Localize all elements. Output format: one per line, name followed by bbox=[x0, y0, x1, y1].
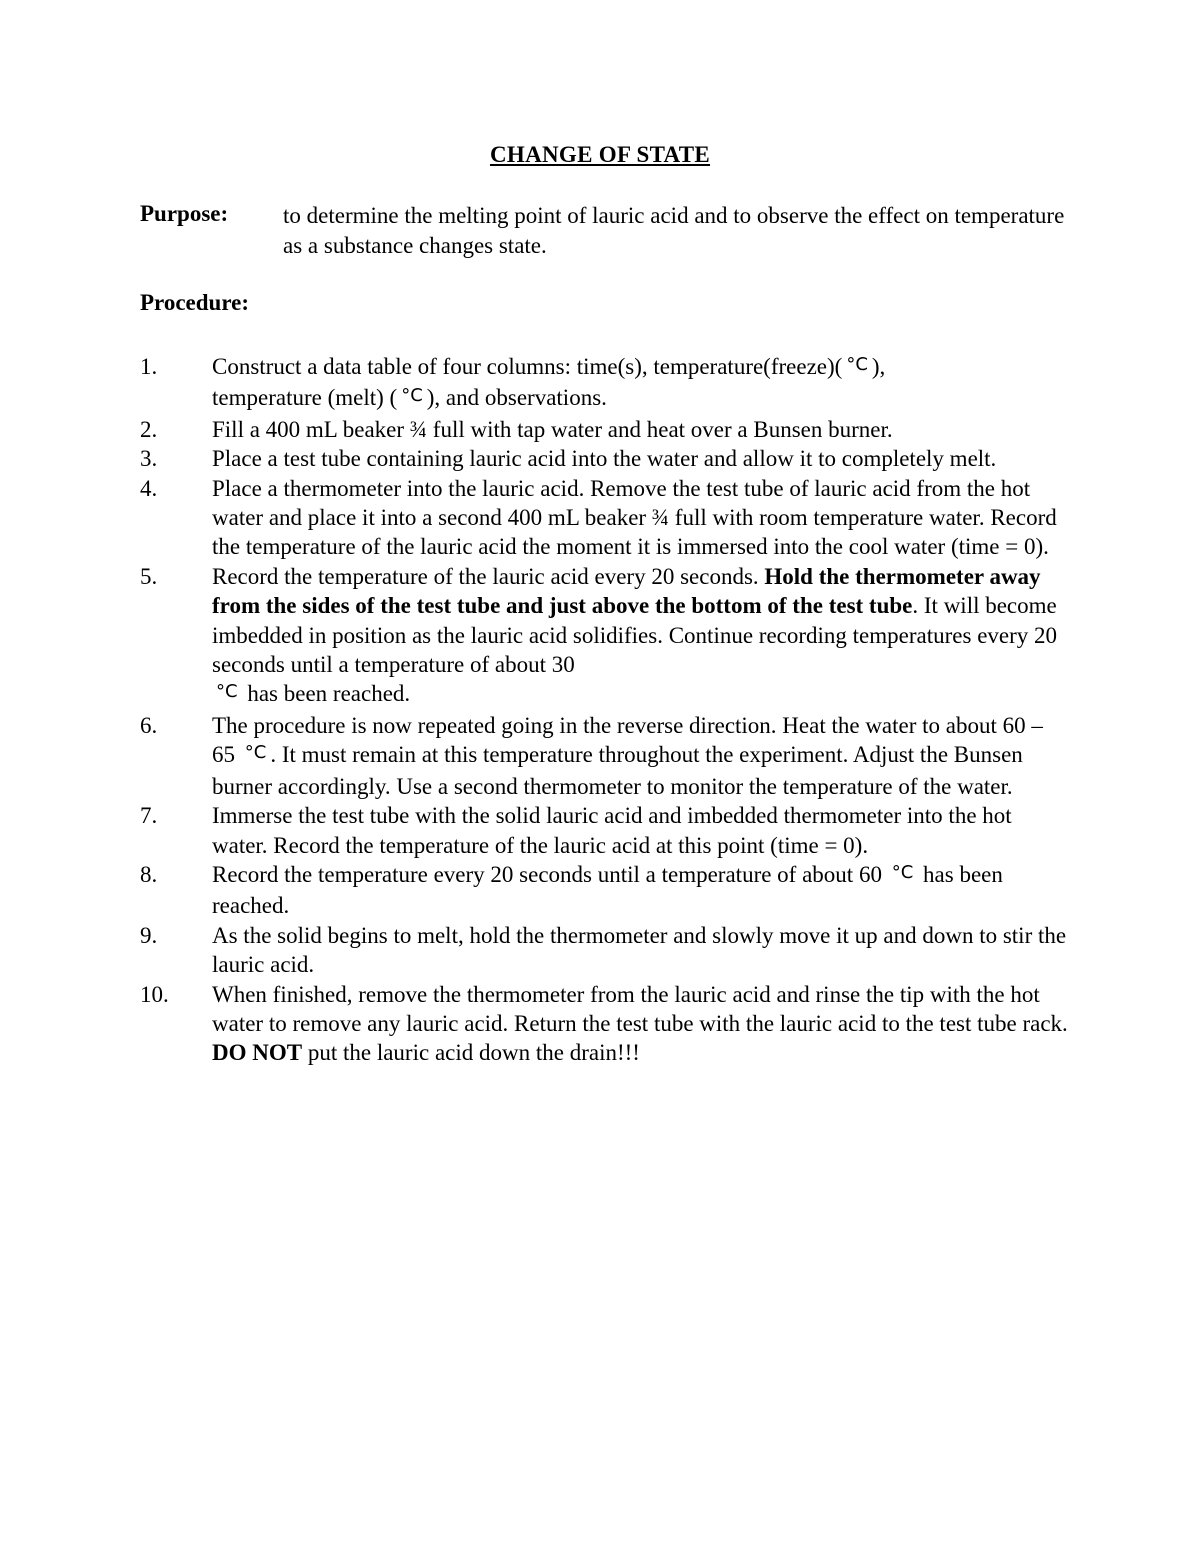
step-text bbox=[212, 352, 1070, 415]
step-text: Place a test tube containing lauric acid into the water and allow it to completely melt. bbox=[212, 446, 997, 472]
procedure-step-8 bbox=[140, 860, 1070, 921]
purpose-label: Purpose: bbox=[140, 201, 229, 226]
step-text bbox=[212, 711, 1070, 801]
step-text-part: ), and observations. bbox=[426, 385, 607, 411]
degree-celsius-symbol: °C bbox=[891, 861, 914, 883]
step-text-part: . It will become imbedded in position as the lauric acid solidifies. Continue recording temperatures every 20 seconds until a temperature of about 30 bbox=[212, 593, 1058, 678]
procedure-step-2 bbox=[140, 415, 1070, 444]
procedure-step-6 bbox=[140, 711, 1070, 801]
step-text: Fill a 400 mL beaker ¾ full with tap water and heat over a Bunsen burner. bbox=[212, 416, 893, 442]
step-number: 3. bbox=[140, 446, 158, 472]
step-text: As the solid begins to melt, hold the thermometer and slowly move it up and down to stir the lauric acid. bbox=[212, 922, 1067, 978]
step-text-part: has been reached. bbox=[247, 681, 411, 707]
step-number: 2. bbox=[140, 416, 158, 442]
procedure-list bbox=[140, 352, 1070, 1068]
degree-celsius-symbol: °C bbox=[846, 354, 868, 375]
step-text bbox=[212, 980, 1070, 1068]
step-text-part: When finished, remove the thermometer from the lauric acid and rinse the tip with the hot water to remove any lauric acid. Return the test tube with the lauric acid to the test tube rack. bbox=[212, 981, 1068, 1036]
step-number: 9. bbox=[140, 922, 158, 948]
procedure-step-4 bbox=[140, 474, 1070, 562]
step-text-part: Construct a data table of four columns: time(s), temperature(freeze)( bbox=[212, 354, 843, 379]
procedure-step-5 bbox=[140, 562, 1070, 711]
step-number: 7. bbox=[140, 803, 158, 829]
degree-celsius-symbol: °C bbox=[401, 385, 423, 407]
step-text: Place a thermometer into the lauric acid. Remove the test tube of lauric acid from the hot water and place it into a second 400 mL beaker ¾ full with room temperature water. Record the temperature of the lauric acid the moment it is immersed into the cool water (time = 0). bbox=[212, 475, 1057, 560]
step-text bbox=[212, 562, 1070, 711]
step-number: 10. bbox=[140, 981, 169, 1007]
step-text-part: The procedure is now repeated going in the reverse direction. Heat the water to about 60 – 65 bbox=[212, 712, 1043, 768]
procedure-step-3 bbox=[140, 444, 1070, 473]
step-text-part: has been reached. bbox=[212, 861, 1003, 919]
procedure-step-10 bbox=[140, 980, 1070, 1068]
step-text-part: put the lauric acid down the drain!!! bbox=[302, 1040, 640, 1066]
procedure-label: Procedure: bbox=[140, 290, 250, 315]
step-text: Immerse the test tube with the solid lauric acid and imbedded thermometer into the hot water. Record the temperature of the lauric acid at this point (time = 0). bbox=[212, 803, 1012, 858]
step-text-bold: DO NOT bbox=[212, 1040, 303, 1066]
document-title: CHANGE OF STATE bbox=[489, 142, 711, 167]
step-number: 1. bbox=[140, 354, 158, 379]
step-text-part: temperature (melt) ( bbox=[212, 385, 398, 411]
step-text-part: Record the temperature every 20 seconds until a temperature of about 60 bbox=[212, 861, 882, 887]
procedure-step-9 bbox=[140, 921, 1070, 980]
step-number: 6. bbox=[140, 712, 158, 738]
step-text-bold: Hold the thermometer away from the sides of the test tube and just above the bottom of the test tube bbox=[212, 563, 1041, 619]
degree-celsius-symbol: °C bbox=[244, 742, 267, 764]
step-text-part: . It must remain at this temperature throughout the experiment. Adjust the Bunsen burner accordingly. Use a second thermometer to monitor the temperature of the water. bbox=[212, 742, 1023, 799]
step-number: 5. bbox=[140, 563, 158, 589]
step-number: 8. bbox=[140, 861, 158, 887]
procedure-step-7 bbox=[140, 801, 1070, 860]
step-text bbox=[212, 860, 1070, 921]
degree-celsius-symbol: °C bbox=[216, 681, 238, 703]
purpose-text: to determine the melting point of lauric acid and to observe the effect on temperature as a substance changes state. bbox=[283, 203, 1065, 258]
step-text-part: Record the temperature of the lauric acid every 20 seconds. bbox=[212, 563, 765, 589]
step-text-part: ), bbox=[871, 354, 886, 379]
step-number: 4. bbox=[140, 475, 158, 501]
procedure-step-1 bbox=[140, 352, 1070, 415]
